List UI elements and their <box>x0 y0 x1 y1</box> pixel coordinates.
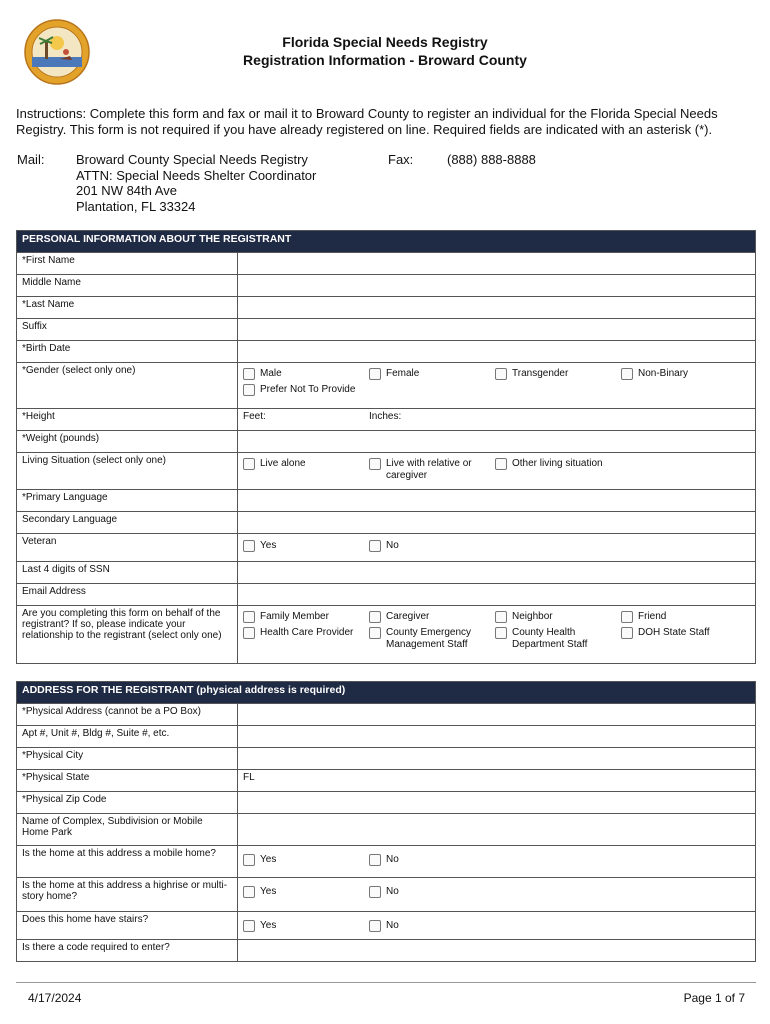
first-name-field[interactable] <box>238 253 756 275</box>
mail-line: ATTN: Special Needs Shelter Coordinator <box>76 167 317 183</box>
mobile-home-options <box>238 846 756 878</box>
relationship-option-label: County Emergency Management Staff <box>386 627 472 650</box>
secondary-language-field[interactable] <box>238 512 756 534</box>
gender-nonbinary-checkbox[interactable] <box>621 368 633 380</box>
relationship-county-health-checkbox[interactable] <box>495 627 507 639</box>
fax-number: (888) 888-8888 <box>447 152 536 167</box>
highrise-label: Is the home at this address a highrise or multi-story home? <box>17 878 238 912</box>
relationship-county-em-checkbox[interactable] <box>369 627 381 639</box>
complex-label: Name of Complex, Subdivision or Mobile Home Park <box>17 814 238 846</box>
yes-label: Yes <box>260 540 277 551</box>
last-name-label: *Last Name <box>17 297 238 319</box>
living-situation-label: Living Situation (select only one) <box>17 453 238 490</box>
zip-label: *Physical Zip Code <box>17 792 238 814</box>
gender-male-checkbox[interactable] <box>243 368 255 380</box>
relationship-option-label: Friend <box>638 611 667 622</box>
relationship-label: Are you completing this form on behalf of the registrant? If so, please indicate your relationship to the registrant (select only one) <box>17 606 238 664</box>
relationship-caregiver-checkbox[interactable] <box>369 611 381 623</box>
relationship-option-label: Health Care Provider <box>260 627 354 638</box>
relationship-option-label: Family Member <box>260 611 329 622</box>
state-label: *Physical State <box>17 770 238 792</box>
gender-prefer-not-checkbox[interactable] <box>243 384 255 396</box>
gender-option-label: Non-Binary <box>638 368 689 379</box>
ssn-field[interactable] <box>238 562 756 584</box>
mobile-home-label: Is the home at this address a mobile home? <box>17 846 238 878</box>
living-option-label: Other living situation <box>512 458 603 469</box>
mail-line: Broward County Special Needs Registry <box>76 152 308 167</box>
personal-info-table <box>16 230 756 664</box>
yes-label: Yes <box>260 854 277 865</box>
page-number: Page 1 of 7 <box>683 991 745 1005</box>
section-heading-personal: PERSONAL INFORMATION ABOUT THE REGISTRANT <box>17 231 756 253</box>
veteran-options <box>238 534 756 562</box>
primary-language-label: *Primary Language <box>17 490 238 512</box>
secondary-language-label: Secondary Language <box>17 512 238 534</box>
relationship-neighbor-checkbox[interactable] <box>495 611 507 623</box>
footer-date: 4/17/2024 <box>28 991 82 1005</box>
living-situation-options <box>238 453 756 490</box>
apt-field[interactable] <box>238 726 756 748</box>
relationship-option-label: DOH State Staff <box>638 627 710 638</box>
gender-option-label: Prefer Not To Provide <box>260 384 356 395</box>
mail-address <box>76 152 316 214</box>
fax-label: Fax: <box>388 152 414 167</box>
relationship-option-label: Caregiver <box>386 611 430 622</box>
primary-language-field[interactable] <box>238 490 756 512</box>
living-option-label: Live with relative or caregiver <box>386 458 472 481</box>
weight-field[interactable] <box>238 431 756 453</box>
no-label: No <box>386 920 399 931</box>
city-field[interactable] <box>238 748 756 770</box>
footer-divider <box>16 982 756 983</box>
middle-name-field[interactable] <box>238 275 756 297</box>
highrise-no-checkbox[interactable] <box>369 886 381 898</box>
apt-label: Apt #, Unit #, Bldg #, Suite #, etc. <box>17 726 238 748</box>
birth-date-label: *Birth Date <box>17 341 238 363</box>
complex-field[interactable] <box>238 814 756 846</box>
gender-transgender-checkbox[interactable] <box>495 368 507 380</box>
living-option-label: Live alone <box>260 458 306 469</box>
yes-label: Yes <box>260 920 277 931</box>
mail-line: Plantation, FL 33324 <box>76 198 196 214</box>
suffix-field[interactable] <box>238 319 756 341</box>
gender-label: *Gender (select only one) <box>17 363 238 409</box>
veteran-yes-checkbox[interactable] <box>243 540 255 552</box>
highrise-yes-checkbox[interactable] <box>243 886 255 898</box>
form-subtitle: Registration Information - Broward County <box>243 52 527 68</box>
section-heading-address: ADDRESS FOR THE REGISTRANT (physical address is required) <box>17 682 756 704</box>
relationship-friend-checkbox[interactable] <box>621 611 633 623</box>
last-name-field[interactable] <box>238 297 756 319</box>
live-with-relative-checkbox[interactable] <box>369 458 381 470</box>
mobile-home-yes-checkbox[interactable] <box>243 854 255 866</box>
middle-name-label: Middle Name <box>17 275 238 297</box>
highrise-options <box>238 878 756 912</box>
relationship-doh-checkbox[interactable] <box>621 627 633 639</box>
live-alone-checkbox[interactable] <box>243 458 255 470</box>
state-field[interactable]: FL <box>238 770 756 792</box>
address-table <box>16 681 756 962</box>
veteran-label: Veteran <box>17 534 238 562</box>
weight-label: *Weight (pounds) <box>17 431 238 453</box>
relationship-family-checkbox[interactable] <box>243 611 255 623</box>
gender-female-checkbox[interactable] <box>369 368 381 380</box>
zip-field[interactable] <box>238 792 756 814</box>
other-living-checkbox[interactable] <box>495 458 507 470</box>
stairs-options <box>238 912 756 940</box>
relationship-option-label: County Health Department Staff <box>512 627 588 650</box>
email-label: Email Address <box>17 584 238 606</box>
relationship-option-label: Neighbor <box>512 611 553 622</box>
mail-line: 201 NW 84th Ave <box>76 183 177 198</box>
gender-option-label: Female <box>386 368 420 379</box>
form-title: Florida Special Needs Registry <box>282 34 488 50</box>
no-label: No <box>386 854 399 865</box>
first-name-label: *First Name <box>17 253 238 275</box>
ssn-label: Last 4 digits of SSN <box>17 562 238 584</box>
stairs-label: Does this home have stairs? <box>17 912 238 940</box>
no-label: No <box>386 540 399 551</box>
physical-address-label: *Physical Address (cannot be a PO Box) <box>17 704 238 726</box>
gender-option-label: Male <box>260 368 282 379</box>
city-label: *Physical City <box>17 748 238 770</box>
code-label: Is there a code required to enter? <box>17 940 238 962</box>
mail-label: Mail: <box>17 152 45 167</box>
height-label: *Height <box>17 409 238 431</box>
veteran-no-checkbox[interactable] <box>369 540 381 552</box>
email-field[interactable] <box>238 584 756 606</box>
physical-address-field[interactable] <box>238 704 756 726</box>
birth-date-field[interactable] <box>238 341 756 363</box>
stairs-yes-checkbox[interactable] <box>243 920 255 932</box>
yes-label: Yes <box>260 886 277 897</box>
height-inches-label: Inches: <box>369 411 402 422</box>
stairs-no-checkbox[interactable] <box>369 920 381 932</box>
no-label: No <box>386 886 399 897</box>
relationship-health-provider-checkbox[interactable] <box>243 627 255 639</box>
suffix-label: Suffix <box>17 319 238 341</box>
gender-options <box>238 363 756 409</box>
height-field[interactable] <box>238 409 756 431</box>
mobile-home-no-checkbox[interactable] <box>369 854 381 866</box>
instructions-text: Instructions: Complete this form and fax or mail it to Broward County to register an individual for the Florida Special Needs Registry. This form is not required if you have already registered on line. Required fields are indicated with an asterisk (*). <box>16 106 718 137</box>
relationship-options <box>238 606 756 664</box>
gender-option-label: Transgender <box>512 368 569 379</box>
height-feet-label: Feet: <box>243 411 266 422</box>
code-field[interactable] <box>238 940 756 962</box>
